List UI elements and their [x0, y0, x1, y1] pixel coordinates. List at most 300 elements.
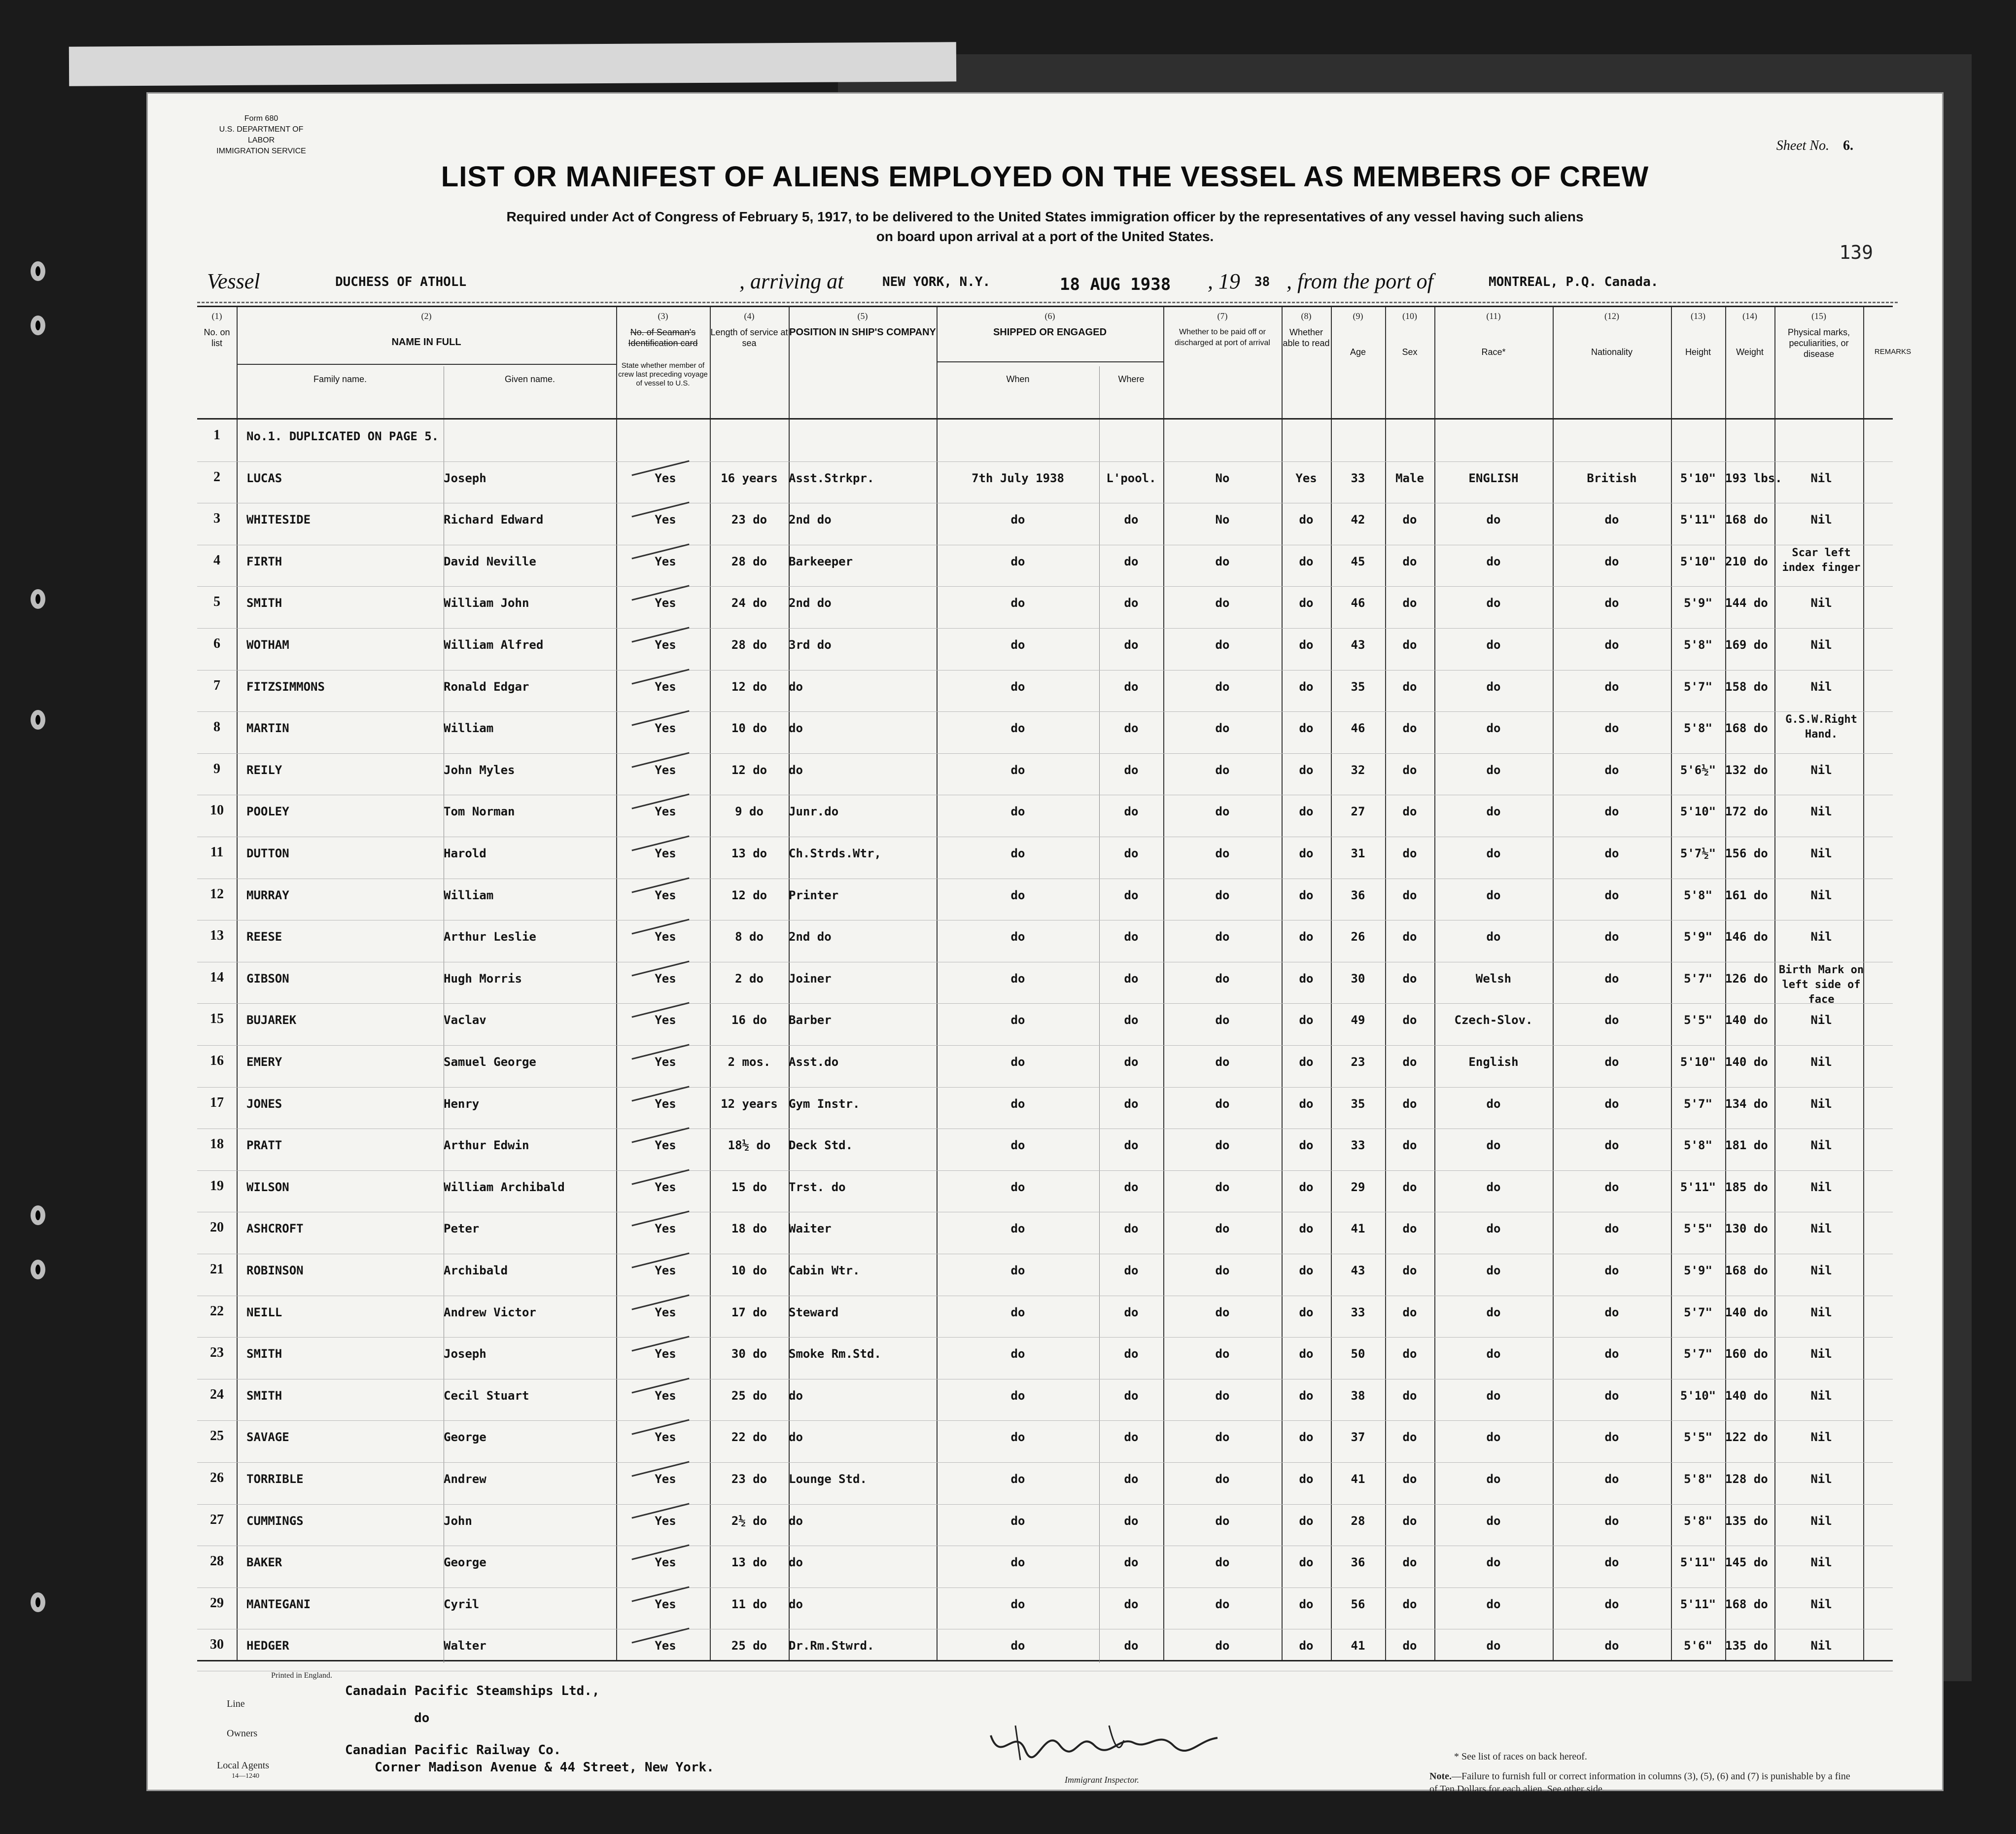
inspector-label: Immigrant Inspector. [1065, 1775, 1139, 1785]
service: IMMIGRATION SERVICE [216, 147, 306, 155]
cell-read: do [1299, 554, 1314, 568]
cell-len: 12 do [731, 763, 767, 777]
cell-ht: 5'8" [1684, 1514, 1712, 1528]
cell-where: do [1124, 1013, 1139, 1027]
col-number: (4) [744, 311, 755, 321]
cell-n: 7 [213, 677, 220, 693]
cell-where: do [1124, 1472, 1139, 1486]
cell-when: do [1010, 1514, 1025, 1528]
cell-when: 7th July 1938 [972, 471, 1064, 485]
cell-where: do [1124, 805, 1139, 819]
header-rule [237, 364, 616, 365]
row-rule [197, 711, 1893, 712]
cell-yes: Yes [655, 513, 676, 527]
cell-pos: Trst. do [789, 1180, 846, 1194]
cell-len: 2 do [735, 971, 764, 986]
header-physical: Physical marks, peculiarities, or disease [1787, 327, 1850, 359]
cell-where: do [1124, 1305, 1139, 1319]
cell-phys: Nil [1810, 1264, 1832, 1277]
manifest-table [197, 306, 1912, 1661]
cell-ht: 5'10" [1680, 1388, 1716, 1403]
cell-giv: Vaclav [444, 1013, 487, 1027]
table-row [197, 421, 1893, 459]
cell-phys: Nil [1810, 1138, 1832, 1153]
cell-when: do [1010, 1555, 1025, 1570]
cell-fam: HEDGER [246, 1639, 289, 1653]
cell-sex: do [1402, 1639, 1417, 1653]
cell-fam: SAVAGE [246, 1430, 289, 1445]
cell-nat: do [1604, 721, 1619, 736]
cell-age: 56 [1351, 1597, 1365, 1611]
cell-paid: do [1215, 1514, 1230, 1528]
cell-wt: 168 do [1725, 721, 1768, 736]
cell-sex: do [1402, 846, 1417, 860]
cell-giv: Tom Norman [444, 805, 515, 819]
cell-yes: Yes [655, 471, 676, 485]
cell-paid: do [1215, 1388, 1230, 1403]
printed-note: Printed in England. [271, 1671, 332, 1680]
cell-wt: 210 do [1725, 554, 1768, 568]
cell-nat: do [1604, 971, 1619, 986]
cell-yes: Yes [655, 1597, 676, 1611]
cell-len: 10 do [731, 1264, 767, 1277]
cell-giv: John Myles [444, 763, 515, 777]
cell-wt: 172 do [1725, 805, 1768, 819]
cell-read: do [1299, 1138, 1314, 1153]
header-where: Where [1118, 374, 1145, 384]
cell-age: 35 [1351, 1096, 1365, 1111]
col-number: (7) [1217, 311, 1228, 321]
cell-fam: PRATT [246, 1138, 282, 1153]
cell-len: 25 do [731, 1639, 767, 1653]
cell-n: 30 [210, 1637, 224, 1653]
cell-race: do [1486, 805, 1501, 819]
header-seaman-id: No. of Seaman's Identification card [628, 327, 698, 348]
cell-race: do [1486, 1264, 1501, 1277]
cell-fam: POOLEY [246, 805, 289, 819]
cell-giv: Andrew [444, 1472, 487, 1486]
cell-nat: do [1604, 1055, 1619, 1069]
row-rule [197, 1087, 1893, 1088]
cell-paid: do [1215, 1055, 1230, 1069]
cell-n: 3 [213, 511, 220, 527]
cell-race: do [1486, 930, 1501, 944]
cell-ht: 5'10" [1680, 554, 1716, 568]
col-number: (9) [1353, 311, 1363, 321]
cell-nat: do [1604, 1138, 1619, 1153]
cell-fam: REILY [246, 763, 282, 777]
header-bottom-rule [197, 418, 1893, 420]
sheet-number [1776, 138, 1853, 154]
cell-fam: ASHCROFT [246, 1222, 304, 1236]
cell-pos: Deck Std. [789, 1138, 853, 1153]
cell-when: do [1010, 971, 1025, 986]
cell-yes: Yes [655, 679, 676, 694]
cell-read: do [1299, 763, 1314, 777]
table-row [197, 1046, 1893, 1085]
cell-fam: SMITH [246, 596, 282, 610]
cell-n: 22 [210, 1303, 224, 1319]
cell-len: 25 do [731, 1388, 767, 1403]
cell-when: do [1010, 1347, 1025, 1361]
cell-fam: NEILL [246, 1305, 282, 1319]
cell-fam: GIBSON [246, 971, 289, 986]
cell-n: 29 [210, 1595, 224, 1611]
cell-when: do [1010, 1597, 1025, 1611]
cell-yes: Yes [655, 1639, 676, 1653]
table-row [197, 1547, 1893, 1585]
cell-giv: William [444, 888, 494, 902]
table-row [197, 963, 1893, 1006]
cell-race: do [1486, 638, 1501, 652]
cell-age: 30 [1351, 971, 1365, 986]
cell-n: 19 [210, 1178, 224, 1194]
cell-age: 23 [1351, 1055, 1365, 1069]
col-number: (15) [1811, 311, 1826, 321]
cell-race: Czech-Slov. [1454, 1013, 1533, 1027]
cell-giv: William Alfred [444, 638, 544, 652]
cell-phys: Nil [1810, 805, 1832, 819]
cell-n: 12 [210, 886, 224, 902]
cell-len: 2½ do [731, 1514, 767, 1528]
cell-when: do [1010, 846, 1025, 860]
cell-age: 46 [1351, 596, 1365, 610]
cell-ht: 5'8" [1684, 721, 1712, 736]
cell-paid: do [1215, 1430, 1230, 1445]
cell-pos: Barkeeper [789, 554, 853, 568]
cell-fam: WHITESIDE [246, 513, 311, 527]
cell-wt: 140 do [1725, 1388, 1768, 1403]
cell-paid: do [1215, 1347, 1230, 1361]
table-row [197, 1088, 1893, 1127]
form-header [212, 113, 311, 157]
cell-len: 16 years [721, 471, 778, 485]
cell-paid: do [1215, 721, 1230, 736]
cell-sex: do [1402, 1138, 1417, 1153]
cell-n: 6 [213, 636, 220, 651]
cell-pos: Asst.Strkpr. [789, 471, 874, 485]
cell-when: do [1010, 1138, 1025, 1153]
arriving-port: NEW YORK, N.Y. [882, 275, 991, 289]
cell-giv: Archibald [444, 1264, 508, 1277]
cell-giv: Joseph [444, 1347, 487, 1361]
cell-when: do [1010, 638, 1025, 652]
cell-nat: do [1604, 513, 1619, 527]
sheet-value: 6. [1843, 138, 1853, 153]
cell-where: do [1124, 1639, 1139, 1653]
header-nationality: Nationality [1591, 347, 1633, 357]
cell-fam: WILSON [246, 1180, 289, 1194]
cell-age: 26 [1351, 930, 1365, 944]
cell-race: do [1486, 1514, 1501, 1528]
cell-paid: do [1215, 638, 1230, 652]
cell-when: do [1010, 679, 1025, 694]
note-text: —Failure to furnish full or correct information in columns (3), (5), (6) and (7) is punishable by a fine of Ten Dollars for each alien. See other side. [1429, 1771, 1850, 1795]
cell-where: do [1124, 846, 1139, 860]
from-label: , from the port of [1286, 269, 1433, 293]
cell-ht: 5'6½" [1680, 763, 1716, 777]
cell-when: do [1010, 930, 1025, 944]
cell-n: 8 [213, 719, 220, 735]
cell-sex: do [1402, 1597, 1417, 1611]
cell-phys: Scar left index finger [1782, 546, 1861, 574]
cell-nat: do [1604, 1555, 1619, 1570]
cell-sex: do [1402, 679, 1417, 694]
cell-read: do [1299, 1430, 1314, 1445]
cell-sex: do [1402, 1013, 1417, 1027]
cell-wt: 132 do [1725, 763, 1768, 777]
cell-n: 16 [210, 1053, 224, 1068]
cell-age: 33 [1351, 1305, 1365, 1319]
cell-ht: 5'6" [1684, 1639, 1712, 1653]
cell-n: 23 [210, 1345, 224, 1361]
cell-yes: Yes [655, 1138, 676, 1153]
cell-where: do [1124, 1597, 1139, 1611]
cell-pos: Printer [789, 888, 839, 902]
cell-age: 28 [1351, 1514, 1365, 1528]
cell-phys: Nil [1810, 638, 1832, 652]
binder-hole [31, 1592, 45, 1612]
cell-read: do [1299, 679, 1314, 694]
vessel-label: Vessel [207, 269, 260, 293]
cell-race: do [1486, 1138, 1501, 1153]
cell-pos: do [789, 1597, 803, 1611]
cell-where: do [1124, 1222, 1139, 1236]
cell-wt: 130 do [1725, 1222, 1768, 1236]
cell-where: do [1124, 679, 1139, 694]
cell-n: 28 [210, 1553, 224, 1569]
cell-fam: WOTHAM [246, 638, 289, 652]
header-state-whether: State whether member of crew last preceding voyage of vessel to U.S. [618, 361, 708, 388]
cell-wt: 169 do [1725, 638, 1768, 652]
cell-wt: 144 do [1725, 596, 1768, 610]
cell-wt: 134 do [1725, 1096, 1768, 1111]
cell-when: do [1010, 1013, 1025, 1027]
cell-pos: Smoke Rm.Std. [789, 1347, 881, 1361]
cell-read: do [1299, 1305, 1314, 1319]
cell-len: 23 do [731, 1472, 767, 1486]
header-remarks: REMARKS [1874, 348, 1912, 356]
cell-where: L'pool. [1106, 471, 1156, 485]
cell-race: do [1486, 596, 1501, 610]
table-row [197, 1505, 1893, 1544]
vessel-name: DUCHESS OF ATHOLL [335, 275, 467, 289]
cell-wt: 181 do [1725, 1138, 1768, 1153]
cell-sex: do [1402, 596, 1417, 610]
cell-n: 25 [210, 1428, 224, 1444]
cell-giv: Henry [444, 1096, 480, 1111]
cell-yes: Yes [655, 1055, 676, 1069]
cell-ht: 5'7" [1684, 1096, 1712, 1111]
cell-read: do [1299, 721, 1314, 736]
table-row [197, 1588, 1893, 1627]
cell-wt: 168 do [1725, 513, 1768, 527]
cell-read: do [1299, 1013, 1314, 1027]
cell-when: do [1010, 596, 1025, 610]
cell-when: do [1010, 1222, 1025, 1236]
cell-pos: Junr.do [789, 805, 839, 819]
cell-sex: do [1402, 763, 1417, 777]
background-sheet-strip [69, 42, 956, 86]
cell-n: 5 [213, 594, 220, 610]
cell-phys: Nil [1810, 679, 1832, 694]
header-shipped: SHIPPED OR ENGAGED [993, 327, 1107, 338]
cell-len: 13 do [731, 846, 767, 860]
cell-yes: Yes [655, 1347, 676, 1361]
col-number: (12) [1604, 311, 1619, 321]
cell-paid: No [1215, 471, 1230, 485]
cell-pos: Waiter [789, 1222, 832, 1236]
cell-where: do [1124, 1096, 1139, 1111]
cell-fam: REESE [246, 930, 282, 944]
cell-paid: do [1215, 679, 1230, 694]
cell-age: 36 [1351, 888, 1365, 902]
cell-read: do [1299, 888, 1314, 902]
cell-paid: do [1215, 846, 1230, 860]
cell-n: 10 [210, 803, 224, 818]
cell-where: do [1124, 1138, 1139, 1153]
cell-pos: do [789, 1555, 803, 1570]
cell-len: 30 do [731, 1347, 767, 1361]
row-rule [197, 1587, 1893, 1588]
cell-race: do [1486, 1597, 1501, 1611]
cell-paid: do [1215, 1555, 1230, 1570]
cell-race: Welsh [1475, 971, 1512, 986]
cell-nat: do [1604, 888, 1619, 902]
cell-nat: do [1604, 1222, 1619, 1236]
cell-fam: TORRIBLE [246, 1472, 304, 1486]
binder-hole [31, 316, 45, 335]
header-rule [937, 361, 1163, 362]
row-rule [197, 1170, 1893, 1171]
cell-yes: Yes [655, 1388, 676, 1403]
table-row [197, 1171, 1893, 1210]
cell-read: do [1299, 1555, 1314, 1570]
cell-race: ENGLISH [1468, 471, 1519, 485]
cell-age: 46 [1351, 721, 1365, 736]
footer-note [1429, 1770, 1853, 1796]
cell-pos: Lounge Std. [789, 1472, 867, 1486]
cell-phys: Birth Mark on left side of face [1778, 963, 1864, 1006]
col-number: (13) [1691, 311, 1705, 321]
cell-nat: do [1604, 1347, 1619, 1361]
cell-fam: FITZSIMMONS [246, 679, 325, 694]
header-length-service: Length of service at sea [710, 327, 788, 348]
cell-age: 35 [1351, 679, 1365, 694]
cell-ht: 5'9" [1684, 1264, 1712, 1277]
cell-len: 18 do [731, 1222, 767, 1236]
cell-yes: Yes [655, 1180, 676, 1194]
cell-read: Yes [1295, 471, 1317, 485]
cell-phys: Nil [1810, 1514, 1832, 1528]
department: U.S. DEPARTMENT OF LABOR [219, 125, 304, 144]
stamp-number: 139 [1839, 242, 1873, 263]
header-paid-off: Whether to be paid off or discharged at port of arrival [1175, 328, 1270, 347]
cell-age: 33 [1351, 1138, 1365, 1153]
cell-fam: BAKER [246, 1555, 282, 1570]
cell-paid: do [1215, 1222, 1230, 1236]
cell-nat: do [1604, 679, 1619, 694]
agents-value-1: Canadian Pacific Railway Co. [345, 1743, 561, 1758]
cell-len: 9 do [735, 805, 764, 819]
cell-yes: Yes [655, 554, 676, 568]
cell-where: do [1124, 513, 1139, 527]
cell-when: do [1010, 805, 1025, 819]
header-able-read: Whether able to read [1283, 327, 1330, 348]
cell-paid: do [1215, 554, 1230, 568]
cell-race: do [1486, 1347, 1501, 1361]
cell-sex: do [1402, 1555, 1417, 1570]
cell-yes: Yes [655, 763, 676, 777]
col-number: (6) [1044, 311, 1055, 321]
table-row [197, 1255, 1893, 1293]
cell-nat: do [1604, 596, 1619, 610]
cell-sex: do [1402, 1180, 1417, 1194]
cell-read: do [1299, 1222, 1314, 1236]
cell-age: 50 [1351, 1347, 1365, 1361]
agents-value-2: Corner Madison Avenue & 44 Street, New York. [375, 1760, 714, 1775]
sheet-label: Sheet No. [1776, 138, 1829, 153]
cell-n: 11 [210, 845, 224, 860]
cell-where: do [1124, 1514, 1139, 1528]
cell-len: 12 do [731, 679, 767, 694]
cell-giv: William Archibald [444, 1180, 565, 1194]
header-no-on-list: No. on list [204, 327, 230, 348]
table-row [197, 838, 1893, 876]
cell-age: 37 [1351, 1430, 1365, 1445]
cell-fam: ROBINSON [246, 1264, 304, 1277]
cell-phys: Nil [1810, 1430, 1832, 1445]
cell-sex: do [1402, 1514, 1417, 1528]
cell-yes: Yes [655, 1096, 676, 1111]
cell-n: 17 [210, 1094, 224, 1110]
cell-ht: 5'9" [1684, 596, 1712, 610]
cell-sex: do [1402, 638, 1417, 652]
cell-age: 41 [1351, 1639, 1365, 1653]
cell-race: do [1486, 1222, 1501, 1236]
cell-ht: 5'8" [1684, 888, 1712, 902]
cell-fam: JONES [246, 1096, 282, 1111]
col-number: (5) [857, 311, 868, 321]
cell-n: 13 [210, 928, 224, 944]
cell-where: do [1124, 554, 1139, 568]
cell-pos: 3rd do [789, 638, 832, 652]
cell-sex: do [1402, 1055, 1417, 1069]
cell-sex: do [1402, 888, 1417, 902]
cell-phys: Nil [1810, 1180, 1832, 1194]
cell-phys: Nil [1810, 1555, 1832, 1570]
cell-len: 11 do [731, 1597, 767, 1611]
cell-pos: 2nd do [789, 596, 832, 610]
cell-len: 28 do [731, 554, 767, 568]
cell-ht: 5'10" [1680, 805, 1716, 819]
cell-when: do [1010, 763, 1025, 777]
table-row [197, 504, 1893, 542]
cell-fam: MARTIN [246, 721, 289, 736]
cell-nat: do [1604, 930, 1619, 944]
cell-read: do [1299, 805, 1314, 819]
cell-yes: Yes [655, 846, 676, 860]
cell-len: 17 do [731, 1305, 767, 1319]
cell-yes: Yes [655, 888, 676, 902]
table-row [197, 921, 1893, 959]
cell-n: 14 [210, 969, 224, 985]
cell-nat: do [1604, 1013, 1619, 1027]
cell-where: do [1124, 930, 1139, 944]
binder-hole [31, 1205, 45, 1225]
cell-age: 41 [1351, 1472, 1365, 1486]
cell-n: 24 [210, 1386, 224, 1402]
